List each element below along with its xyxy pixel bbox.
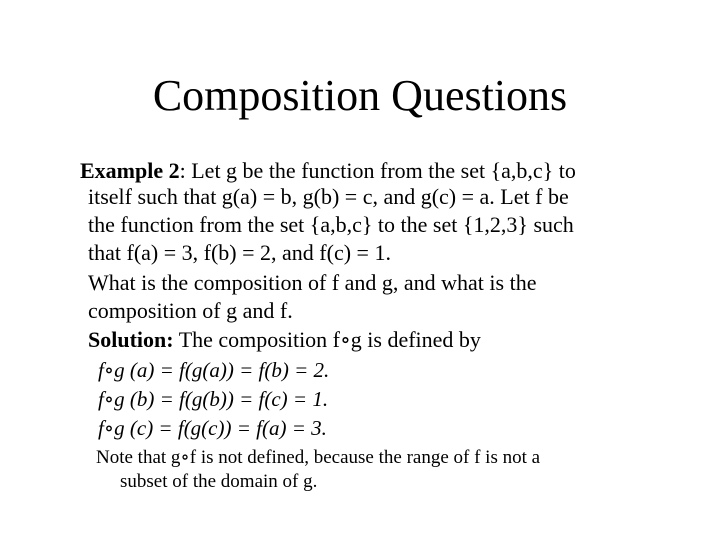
solution-line (88, 325, 481, 354)
example-label: Example 2 (80, 158, 180, 183)
example-line-2: itself such that g(a) = b, g(b) = c, and g(c) = a. Let f be (88, 184, 569, 209)
example-line-3: the function from the set {a,b,c} to the set {1,2,3} such (88, 212, 574, 237)
slide-title: Composition Questions (152, 71, 568, 120)
solution-label: Solution: (88, 327, 174, 352)
example-line-1 (80, 156, 576, 185)
formula-line-3: f∘g (c) = f(g(c)) = f(a) = 3. (98, 416, 327, 440)
solution-text: The composition f∘g is defined by (173, 327, 481, 352)
note-line-1: Note that g∘f is not defined, because the range of f is not a (96, 447, 541, 468)
formula-line-1: f∘g (a) = f(g(a)) = f(b) = 2. (98, 358, 330, 382)
question-line-2: composition of g and f. (88, 298, 293, 323)
note-line-2: subset of the domain of g. (120, 471, 318, 492)
question-line-1: What is the composition of f and g, and what is the (88, 270, 537, 295)
example-text-1: : Let g be the function from the set {a,b,c} to (179, 158, 576, 183)
formula-line-2: f∘g (b) = f(g(b)) = f(c) = 1. (98, 387, 329, 411)
example-line-4: that f(a) = 3, f(b) = 2, and f(c) = 1. (88, 240, 391, 265)
